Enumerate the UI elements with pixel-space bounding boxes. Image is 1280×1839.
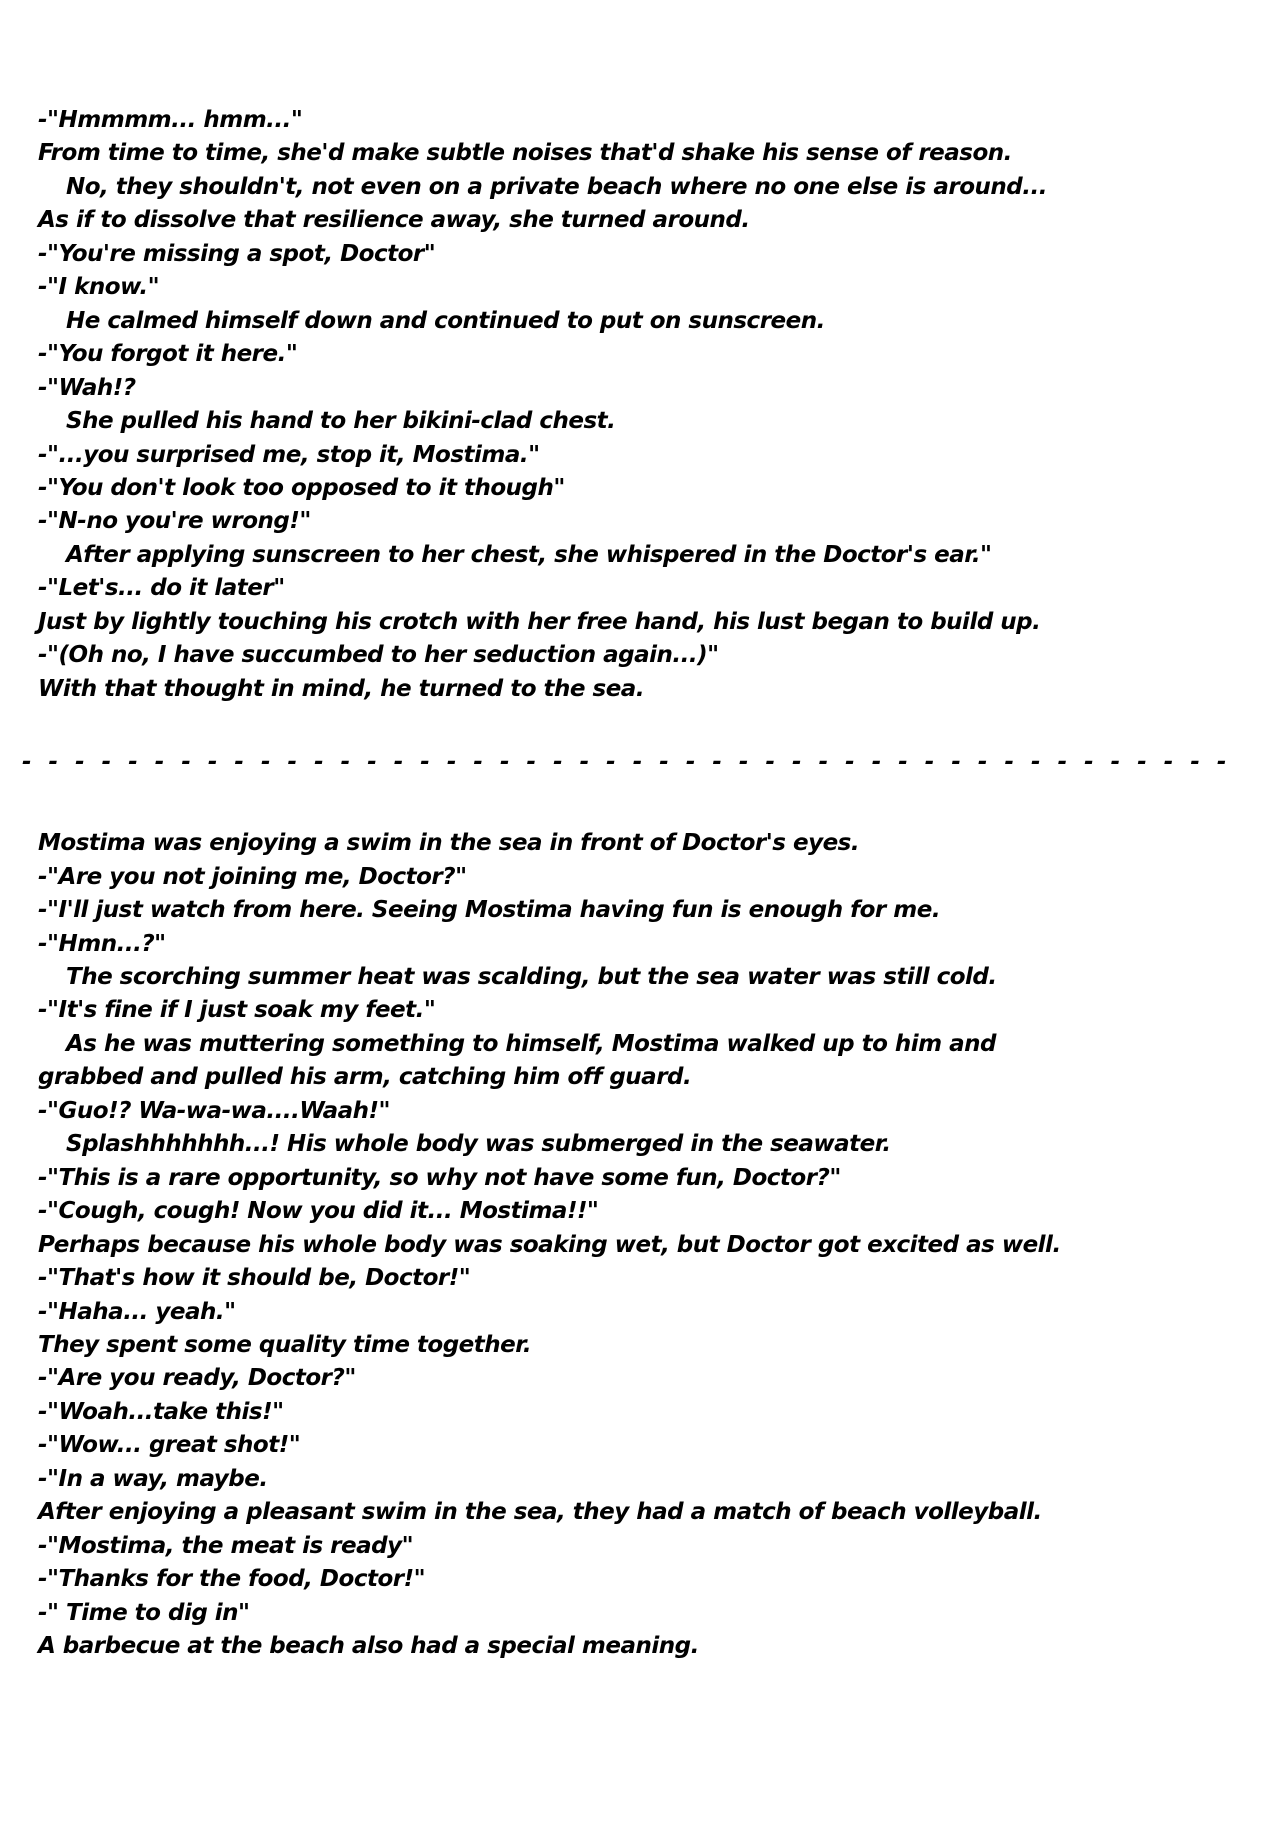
text-line: -"Woah...take this!" [38, 1398, 284, 1425]
text-line: -"Wow... great shot!" [38, 1432, 301, 1459]
text-line: -"Mostima, the meat is ready" [38, 1532, 414, 1559]
text-line: A barbecue at the beach also had a special meaning. [38, 1633, 699, 1660]
paragraph-block-sunscreen-scene [38, 104, 1260, 706]
text-line: -"Hmmmm... hmm..." [38, 107, 303, 133]
text-line: -"Guo!? Wa-wa-wa....Waah!" [38, 1097, 391, 1124]
text-line: -"It's fine if I just soak my feet." [38, 997, 436, 1024]
text-line: -"That's how it should be, Doctor!" [38, 1265, 471, 1292]
text-line: Just by lightly touching his crotch with her free hand, his lust began to build up. [38, 608, 1041, 635]
text-line: -"I know." [38, 274, 160, 301]
text-line: They spent some quality time together. [38, 1331, 532, 1358]
paragraph-block-swim-scene [38, 827, 1260, 1663]
text-line: No, they shouldn't, not even on a private beach where no one else is around... [66, 173, 1047, 200]
text-line: -"In a way, maybe. [38, 1465, 268, 1492]
text-line: After enjoying a pleasant swim in the sea, they had a match of beach volleyball. [38, 1499, 1042, 1526]
text-line: -"Thanks for the food, Doctor!" [38, 1566, 426, 1593]
text-line: Mostima was enjoying a swim in the sea in front of Doctor's eyes. [38, 830, 860, 857]
text-line: -"Are you ready, Doctor?" [38, 1365, 356, 1392]
text-line: grabbed and pulled his arm, catching him off guard. [38, 1064, 692, 1091]
text-line: She pulled his hand to her bikini-clad chest. [66, 408, 616, 435]
text-line: -"You don't look too opposed to it though" [38, 474, 565, 501]
text-line: The scorching summer heat was scalding, but the sea water was still cold. [66, 963, 997, 990]
text-line: As if to dissolve that resilience away, she turned around. [38, 207, 750, 234]
text-line: -"Let's... do it later" [38, 575, 285, 602]
text-line: -"Cough, cough! Now you did it... Mostima!!" [38, 1198, 599, 1225]
text-line: With that thought in mind, he turned to the sea. [38, 675, 645, 702]
text-line: -"Hmn...?" [38, 930, 166, 957]
text-line: -"This is a rare opportunity, so why not have some fun, Doctor?" [38, 1164, 841, 1191]
text-line: He calmed himself down and continued to put on sunscreen. [66, 307, 825, 334]
text-line: -"(Oh no, I have succumbed to her seduction again...)" [38, 642, 719, 669]
text-line: After applying sunscreen to her chest, she whispered in the Doctor's ear." [66, 541, 992, 568]
text-line: -"I'll just watch from here. Seeing Mostima having fun is enough for me. [38, 897, 941, 924]
text-line: As he was muttering something to himself, Mostima walked up to him and [66, 1030, 996, 1057]
scene-break-divider: - - - - - - - - - - - - - - - - - - - - - - - - - - - - - - - - - - - - - - - - - - - - - - [22, 749, 1227, 776]
text-line: Splashhhhhhh...! His whole body was submerged in the seawater. [66, 1131, 891, 1158]
text-line: -"Wah!? [38, 374, 136, 401]
text-line: -"You're missing a spot, Doctor" [38, 240, 436, 267]
text-line: From time to time, she'd make subtle noises that'd shake his sense of reason. [38, 140, 1012, 167]
text-line: -"Are you not joining me, Doctor?" [38, 863, 467, 890]
text-line: -"You forgot it here." [38, 341, 298, 368]
text-line: -"...you surprised me, stop it, Mostima." [38, 441, 540, 468]
text-line: -"Haha... yeah." [38, 1298, 236, 1325]
text-line: -" Time to dig in" [38, 1599, 250, 1626]
text-line: Perhaps because his whole body was soaking wet, but Doctor got excited as well. [38, 1231, 1061, 1258]
text-line: -"N-no you're wrong!" [38, 508, 311, 535]
